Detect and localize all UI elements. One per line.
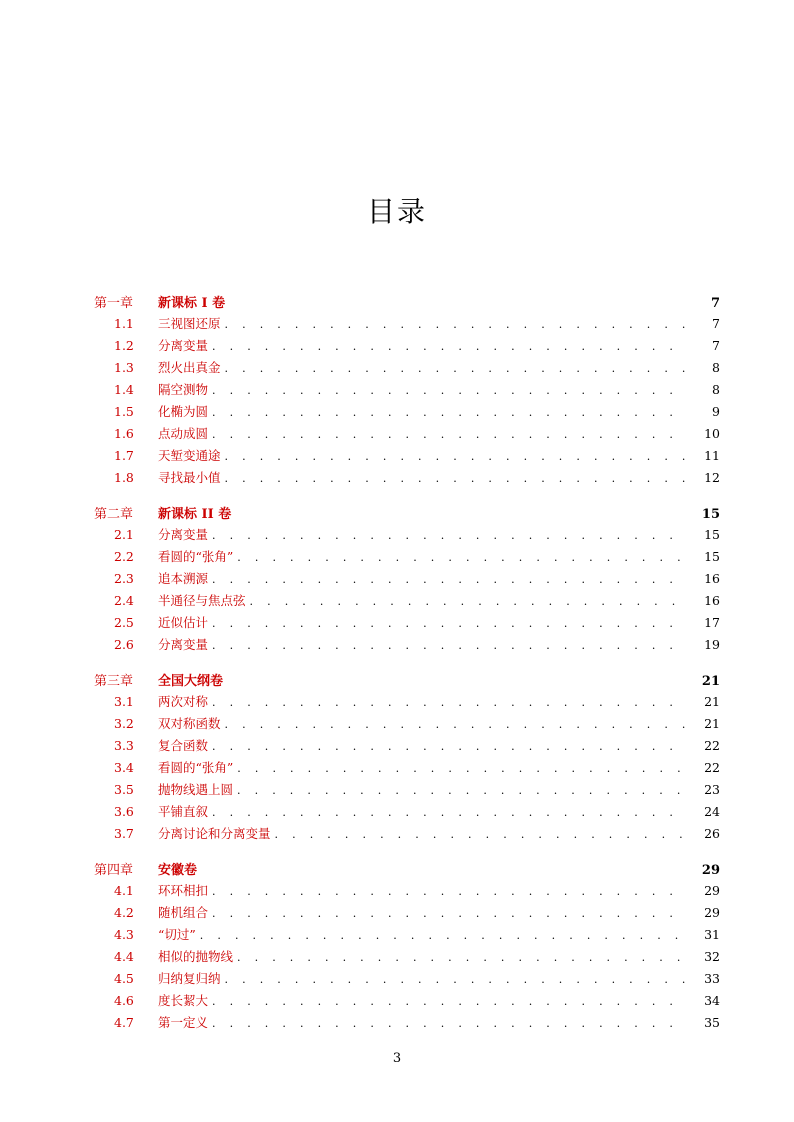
dot-leader bbox=[225, 318, 688, 331]
section-page-number: 21 bbox=[704, 716, 720, 731]
section-title: 分离变量 bbox=[158, 338, 209, 353]
section-page-number: 12 bbox=[704, 470, 720, 485]
section-number: 3.1 bbox=[114, 694, 134, 709]
toc-section-entry[interactable] bbox=[94, 802, 720, 824]
section-page-number: 17 bbox=[704, 615, 720, 630]
chapter-label: 第一章 bbox=[94, 296, 134, 311]
dot-leader bbox=[212, 384, 688, 397]
toc-section-entry[interactable] bbox=[94, 635, 720, 657]
section-title: 度长絜大 bbox=[158, 993, 209, 1008]
toc-section-entry[interactable] bbox=[94, 969, 720, 991]
dot-leader bbox=[250, 595, 688, 608]
toc-section-entry[interactable] bbox=[94, 380, 720, 402]
section-number: 2.5 bbox=[114, 615, 134, 630]
toc-section-entry[interactable] bbox=[94, 714, 720, 736]
section-title: 天堑变通途 bbox=[158, 448, 221, 463]
toc-section-entry[interactable] bbox=[94, 692, 720, 714]
section-number: 3.7 bbox=[114, 826, 134, 841]
section-number: 3.4 bbox=[114, 760, 134, 775]
toc-section-entry[interactable] bbox=[94, 358, 720, 380]
section-number: 4.7 bbox=[114, 1015, 134, 1030]
section-title: 点动成圆 bbox=[158, 426, 209, 441]
chapter-title: 安徽卷 bbox=[158, 863, 198, 878]
section-title: 三视图还原 bbox=[158, 316, 221, 331]
toc-chapter-entry[interactable] bbox=[94, 292, 720, 314]
section-number: 2.3 bbox=[114, 571, 134, 586]
section-page-number: 21 bbox=[704, 694, 720, 709]
section-page-number: 15 bbox=[704, 527, 720, 542]
section-number: 3.6 bbox=[114, 804, 134, 819]
section-number: 3.2 bbox=[114, 716, 134, 731]
table-of-contents bbox=[94, 292, 720, 1048]
section-page-number: 31 bbox=[704, 927, 720, 942]
dot-leader bbox=[212, 639, 688, 652]
section-number: 2.4 bbox=[114, 593, 134, 608]
dot-leader bbox=[225, 973, 688, 986]
section-page-number: 26 bbox=[704, 826, 720, 841]
toc-chapter-entry[interactable] bbox=[94, 503, 720, 525]
section-number: 3.5 bbox=[114, 782, 134, 797]
section-number: 1.3 bbox=[114, 360, 134, 375]
toc-chapter bbox=[94, 503, 720, 657]
section-title: 随机组合 bbox=[158, 905, 209, 920]
dot-leader bbox=[212, 740, 688, 753]
toc-section-entry[interactable] bbox=[94, 758, 720, 780]
toc-section-entry[interactable] bbox=[94, 468, 720, 490]
toc-section-entry[interactable] bbox=[94, 824, 720, 846]
section-page-number: 23 bbox=[704, 782, 720, 797]
section-page-number: 29 bbox=[704, 905, 720, 920]
section-number: 2.6 bbox=[114, 637, 134, 652]
section-page-number: 22 bbox=[704, 760, 720, 775]
toc-section-entry[interactable] bbox=[94, 446, 720, 468]
dot-leader bbox=[212, 806, 688, 819]
dot-leader bbox=[225, 362, 688, 375]
toc-section-entry[interactable] bbox=[94, 991, 720, 1013]
toc-section-entry[interactable] bbox=[94, 314, 720, 336]
section-title: 两次对称 bbox=[158, 694, 209, 709]
chapter-title: 新课标 I 卷 bbox=[158, 296, 226, 311]
toc-section-entry[interactable] bbox=[94, 613, 720, 635]
page-title: 目录 bbox=[366, 195, 427, 228]
dot-leader bbox=[212, 617, 688, 630]
section-title: 半通径与焦点弦 bbox=[158, 593, 246, 608]
section-page-number: 15 bbox=[704, 549, 720, 564]
dot-leader bbox=[237, 551, 688, 564]
toc-chapter bbox=[94, 292, 720, 490]
toc-section-entry[interactable] bbox=[94, 780, 720, 802]
dot-leader bbox=[237, 784, 688, 797]
toc-section-entry[interactable] bbox=[94, 525, 720, 547]
dot-leader bbox=[212, 529, 688, 542]
section-title: 看圆的“张角” bbox=[158, 760, 234, 775]
dot-leader bbox=[212, 907, 688, 920]
section-page-number: 35 bbox=[704, 1015, 720, 1030]
toc-section-entry[interactable] bbox=[94, 1013, 720, 1035]
section-page-number: 16 bbox=[704, 593, 720, 608]
dot-leader bbox=[275, 828, 688, 841]
section-page-number: 32 bbox=[704, 949, 720, 964]
section-title: 烈火出真金 bbox=[158, 360, 221, 375]
dot-leader bbox=[212, 885, 688, 898]
toc-chapter-entry[interactable] bbox=[94, 670, 720, 692]
toc-section-entry[interactable] bbox=[94, 569, 720, 591]
section-number: 4.3 bbox=[114, 927, 134, 942]
toc-section-entry[interactable] bbox=[94, 903, 720, 925]
section-title: 第一定义 bbox=[158, 1015, 209, 1030]
section-page-number: 24 bbox=[704, 804, 720, 819]
section-number: 1.6 bbox=[114, 426, 134, 441]
section-title: 环环相扣 bbox=[158, 883, 209, 898]
dot-leader bbox=[237, 762, 688, 775]
dot-leader bbox=[237, 951, 688, 964]
toc-chapter bbox=[94, 670, 720, 846]
section-number: 1.4 bbox=[114, 382, 134, 397]
section-title: 隔空测物 bbox=[158, 382, 209, 397]
chapter-label: 第四章 bbox=[94, 863, 134, 878]
dot-leader bbox=[225, 472, 688, 485]
dot-leader bbox=[212, 1017, 688, 1030]
toc-section-entry[interactable] bbox=[94, 736, 720, 758]
section-page-number: 22 bbox=[704, 738, 720, 753]
toc-chapter bbox=[94, 859, 720, 1035]
section-title: 化椭为圆 bbox=[158, 404, 209, 419]
chapter-page-number: 7 bbox=[710, 296, 720, 311]
section-page-number: 8 bbox=[712, 382, 720, 397]
chapter-title: 全国大纲卷 bbox=[158, 674, 224, 689]
section-title: 归纳复归纳 bbox=[158, 971, 221, 986]
dot-leader bbox=[212, 340, 688, 353]
section-page-number: 7 bbox=[712, 316, 720, 331]
dot-leader bbox=[212, 696, 688, 709]
toc-section-entry[interactable] bbox=[94, 402, 720, 424]
section-title: 近似估计 bbox=[158, 615, 209, 630]
section-number: 4.1 bbox=[114, 883, 134, 898]
dot-leader bbox=[212, 995, 688, 1008]
dot-leader bbox=[212, 406, 688, 419]
chapter-title: 新课标 II 卷 bbox=[158, 507, 232, 522]
chapter-label: 第二章 bbox=[94, 507, 134, 522]
toc-section-entry[interactable] bbox=[94, 591, 720, 613]
chapter-label: 第三章 bbox=[94, 674, 134, 689]
section-title: 寻找最小值 bbox=[158, 470, 221, 485]
section-title: 平铺直叙 bbox=[158, 804, 209, 819]
toc-section-entry[interactable] bbox=[94, 547, 720, 569]
section-number: 3.3 bbox=[114, 738, 134, 753]
dot-leader bbox=[212, 428, 688, 441]
section-number: 1.1 bbox=[114, 316, 134, 331]
toc-chapter-entry[interactable] bbox=[94, 859, 720, 881]
dot-leader bbox=[212, 573, 688, 586]
chapter-page-number: 29 bbox=[701, 863, 720, 878]
toc-section-entry[interactable] bbox=[94, 336, 720, 358]
toc-section-entry[interactable] bbox=[94, 881, 720, 903]
section-number: 4.5 bbox=[114, 971, 134, 986]
section-number: 1.8 bbox=[114, 470, 134, 485]
section-title: 看圆的“张角” bbox=[158, 549, 234, 564]
page-number: 3 bbox=[392, 1051, 402, 1066]
section-number: 4.2 bbox=[114, 905, 134, 920]
section-title: 分离变量 bbox=[158, 637, 209, 652]
section-title: “切过” bbox=[158, 927, 196, 942]
toc-section-entry[interactable] bbox=[94, 925, 720, 947]
section-page-number: 33 bbox=[704, 971, 720, 986]
chapter-page-number: 15 bbox=[701, 507, 720, 522]
section-title: 追本溯源 bbox=[158, 571, 209, 586]
section-title: 分离讨论和分离变量 bbox=[158, 826, 271, 841]
section-number: 2.1 bbox=[114, 527, 134, 542]
section-title: 相似的抛物线 bbox=[158, 949, 234, 964]
section-page-number: 16 bbox=[704, 571, 720, 586]
section-title: 分离变量 bbox=[158, 527, 209, 542]
dot-leader bbox=[225, 718, 688, 731]
section-page-number: 10 bbox=[704, 426, 720, 441]
section-number: 2.2 bbox=[114, 549, 134, 564]
section-number: 1.2 bbox=[114, 338, 134, 353]
toc-section-entry[interactable] bbox=[94, 424, 720, 446]
dot-leader bbox=[200, 929, 688, 942]
section-number: 1.7 bbox=[114, 448, 134, 463]
toc-section-entry[interactable] bbox=[94, 947, 720, 969]
section-title: 复合函数 bbox=[158, 738, 209, 753]
section-number: 1.5 bbox=[114, 404, 134, 419]
section-page-number: 11 bbox=[704, 448, 720, 463]
section-title: 双对称函数 bbox=[158, 716, 221, 731]
section-page-number: 29 bbox=[704, 883, 720, 898]
section-page-number: 34 bbox=[704, 993, 720, 1008]
section-page-number: 8 bbox=[712, 360, 720, 375]
section-number: 4.6 bbox=[114, 993, 134, 1008]
section-number: 4.4 bbox=[114, 949, 134, 964]
section-page-number: 9 bbox=[712, 404, 720, 419]
section-page-number: 7 bbox=[712, 338, 720, 353]
section-page-number: 19 bbox=[704, 637, 720, 652]
section-title: 抛物线遇上圆 bbox=[158, 782, 234, 797]
chapter-page-number: 21 bbox=[701, 674, 720, 689]
dot-leader bbox=[225, 450, 688, 463]
